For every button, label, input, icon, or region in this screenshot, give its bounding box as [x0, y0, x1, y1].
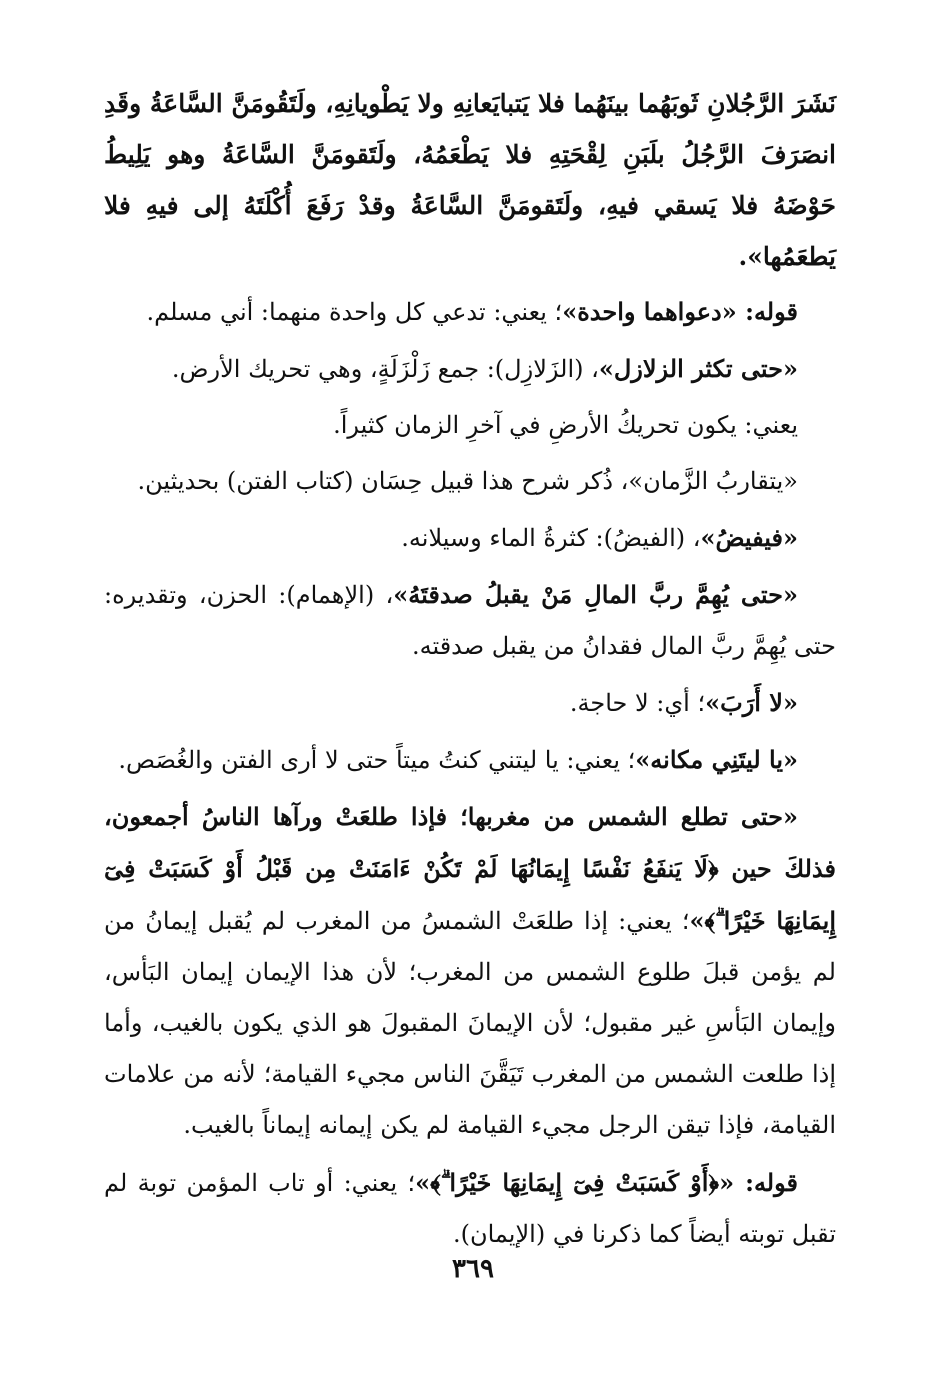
explanation-text: ؛ يعني: أو تاب المؤمن توبة لم تقبل توبته أيضاً كما ذكرنا في (الإيمان).	[104, 1169, 836, 1248]
quoted-phrase: «لا أَرَبَ»	[705, 688, 798, 717]
commentary-paragraph-6	[104, 569, 836, 672]
explanation-text: ؛ يعني: إذا طلعَتْ الشمسُ من المغرب لم يُقبل إيمانُ من لم يؤمن قبلَ طلوع الشمس من المغرب؛ لأن هذا الإيمان إيمان البَأس، وإيمان البَأسِ غير مقبول؛ لأن الإيمانَ المقبولَ هو الذي يكون بالغيب، وأما إذا طلعت الشمس من المغرب تَيَقَّنَ الناس مجيء القيامة؛ لأنه من علامات القيامة، فإذا تيقن الرجل مجيء القيامة لم يكن إيمانه إيماناً بالغيب.	[104, 907, 836, 1139]
quoted-phrase: «حتى تكثر الزلازل»	[598, 354, 798, 383]
quoted-phrase: قوله: «دعواهما واحدة»	[562, 297, 798, 326]
quoted-phrase: «حتى يُهِمَّ ربَّ المالِ مَنْ يقبلُ صدقتَهُ»	[393, 580, 799, 609]
commentary-paragraph-5	[104, 512, 836, 564]
explanation-text: ؛ أي: لا حاجة.	[569, 689, 706, 717]
quoted-phrase: قوله: «﴿أَوْ كَسَبَتْ فِىٓ إِيمَانِهَا خَيْرًا ۗ﴾»	[415, 1168, 798, 1197]
commentary-paragraph-1	[104, 286, 836, 338]
commentary-paragraph-9	[104, 791, 836, 1151]
quoted-phrase: «حتى تطلع الشمس من مغربها؛ فإذا طلعَتْ ورآها الناسُ أجمعون، فذلكَ حين ﴿لَا يَنفَعُ نَفْسًا إِيمَانُهَا لَمْ تَكُنْ ءَامَنَتْ مِن قَبْلُ أَوْ كَسَبَتْ فِىٓ إِيمَانِهَا خَيْرًا ۗ﴾»	[104, 802, 836, 935]
hadith-continuation: نَشَرَ الرَّجُلانِ ثَوبَهُما بينَهُما فلا يَتبايَعانِهِ ولا يَطْويانِهِ، ولَتَقُومَنَّ السَّاعَةُ وقَدِ انصَرَفَ الرَّجُلُ بلَبَنِ لِقْحَتِهِ فلا يَطْعَمُهُ، ولَتَقومَنَّ السَّاعَةُ وهو يَلِيطُ حَوْضَهُ فلا يَسقي فيهِ، ولَتَقومَنَّ السَّاعَةُ وقدْ رَفَعَ أُكْلَتَهُ إلى فيهِ فلا يَطعَمُها».	[104, 89, 836, 271]
explanation-text: ، (الإهمام): الحزن، وتقديره: حتى يُهِمَّ ربَّ المال فقدانُ من يقبل صدقته.	[104, 581, 836, 660]
explanation-text: ، (الفيضُ): كثرةُ الماء وسيلانه.	[401, 524, 701, 552]
quoted-phrase: «يا ليتَنِي مكانه»	[635, 745, 798, 774]
explanation-text: ، (الزَلازِل): جمع زَلْزَلَةٍ، وهي تحريك الأرض.	[171, 355, 599, 383]
page-number: ٣٦٩	[452, 1254, 494, 1284]
quoted-phrase: «فيفيضُ»	[700, 523, 798, 552]
commentary-paragraph-4: «يتقاربُ الزَّمان»، ذُكر شرح هذا قبيل حِسَان (كتاب الفتن) بحديثين.	[137, 467, 798, 495]
explanation-text: ؛ يعني: يا ليتني كنتُ ميتاً حتى لا أرى الفتن والغُصَص.	[118, 746, 636, 774]
commentary-paragraph-10	[104, 1157, 836, 1260]
commentary-paragraph-7	[104, 677, 836, 729]
commentary-paragraph-8	[104, 734, 836, 786]
commentary-paragraph-2	[104, 343, 836, 395]
explanation-text: ؛ يعني: تدعي كل واحدة منهما: أني مسلم.	[146, 298, 563, 326]
commentary-paragraph-3: يعني: يكون تحريكُ الأرضِ في آخرِ الزمان كثيراً.	[333, 411, 798, 439]
